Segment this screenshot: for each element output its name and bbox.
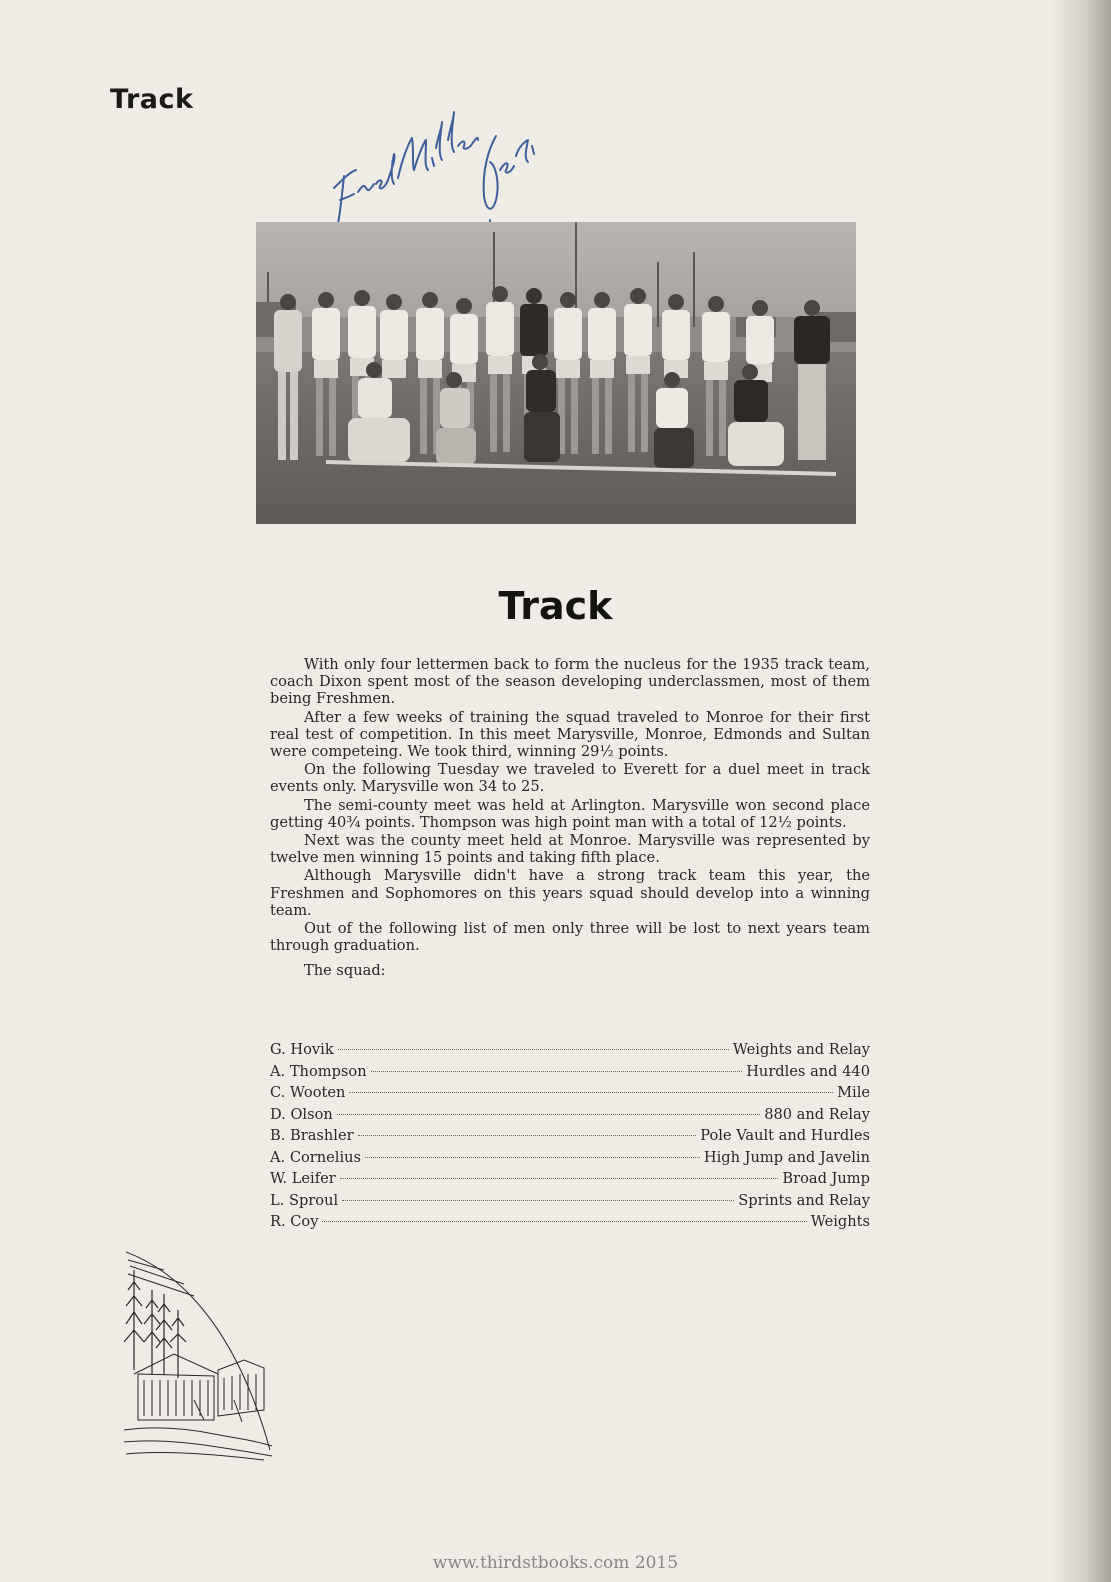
roster-row bbox=[270, 1039, 870, 1061]
forest-etching-illustration bbox=[124, 1250, 274, 1462]
team-photo bbox=[256, 222, 856, 524]
leader-dots bbox=[337, 1114, 760, 1115]
article-paragraph: The semi-county meet was held at Arlington. Marysville won second place getting 40¾ points. Thompson was high point man with a total of 12½ points. bbox=[270, 796, 870, 831]
article-paragraph: Out of the following list of men only three will be lost to next years team through graduation. bbox=[270, 920, 870, 955]
article-body bbox=[270, 656, 870, 981]
roster-row bbox=[270, 1125, 870, 1147]
athlete-name: C. Wooten bbox=[270, 1084, 346, 1101]
athlete-event: Pole Vault and Hurdles bbox=[700, 1127, 870, 1144]
page-edge-shadow bbox=[1051, 0, 1111, 1582]
roster-row bbox=[270, 1147, 870, 1169]
athlete-event: High Jump and Javelin bbox=[703, 1148, 870, 1166]
squad-roster bbox=[270, 1039, 870, 1233]
article-paragraph: After a few weeks of training the squad traveled to Monroe for their first real test of competition. In this meet Marysville, Monroe, Edmonds and Sultan were competeing. We took third, winning 29½ points. bbox=[270, 708, 870, 761]
athlete-event: Mile bbox=[837, 1084, 870, 1101]
leader-dots bbox=[371, 1071, 743, 1072]
athlete-name: A. Thompson bbox=[270, 1062, 367, 1080]
athlete-name: R. Coy bbox=[270, 1213, 319, 1230]
section-header-label: Track bbox=[110, 84, 194, 115]
athlete-name: W. Leifer bbox=[270, 1170, 336, 1187]
athlete-name: A. Cornelius bbox=[270, 1148, 362, 1166]
leader-dots bbox=[342, 1200, 734, 1201]
article-paragraph: Next was the county meet held at Monroe. Marysville was represented by twelve men winning 15 points and taking fifth place. bbox=[270, 832, 870, 867]
leader-dots bbox=[340, 1178, 779, 1179]
leader-dots bbox=[349, 1092, 833, 1093]
roster-row bbox=[270, 1104, 870, 1126]
roster-row bbox=[270, 1168, 870, 1190]
athlete-event: Sprints and Relay bbox=[738, 1191, 870, 1209]
watermark: www.thirdstbooks.com 2015 bbox=[432, 1553, 679, 1573]
article-paragraph: With only four lettermen back to form the nucleus for the 1935 track team, coach Dixon spent most of the season developing underclassmen, most of them being Freshmen. bbox=[270, 656, 870, 708]
athlete-event: Broad Jump bbox=[782, 1170, 870, 1187]
athlete-name: B. Brashler bbox=[270, 1127, 354, 1144]
athlete-event: Weights bbox=[810, 1213, 870, 1230]
athlete-name: G. Hovik bbox=[270, 1041, 334, 1058]
article-paragraph: Although Marysville didn't have a strong track team this year, the Freshmen and Sophomores on this years squad should develop into a winning team. bbox=[270, 867, 870, 919]
athlete-event: Weights and Relay bbox=[732, 1041, 870, 1058]
athlete-event: Hurdles and 440 bbox=[746, 1062, 870, 1080]
roster-row bbox=[270, 1082, 870, 1104]
roster-row bbox=[270, 1211, 870, 1233]
athlete-event: 880 and Relay bbox=[764, 1105, 870, 1123]
roster-row bbox=[270, 1061, 870, 1083]
athlete-name: D. Olson bbox=[270, 1105, 333, 1123]
article-title: Track bbox=[498, 584, 613, 628]
leader-dots bbox=[338, 1049, 729, 1050]
leader-dots bbox=[365, 1157, 700, 1158]
squad-intro: The squad: bbox=[304, 962, 386, 980]
article-paragraph: On the following Tuesday we traveled to Everett for a duel meet in track events only. Marysville won 34 to 25. bbox=[270, 761, 870, 796]
leader-dots bbox=[322, 1221, 806, 1222]
roster-row bbox=[270, 1190, 870, 1212]
leader-dots bbox=[358, 1135, 697, 1136]
athlete-name: L. Sproul bbox=[270, 1191, 339, 1209]
